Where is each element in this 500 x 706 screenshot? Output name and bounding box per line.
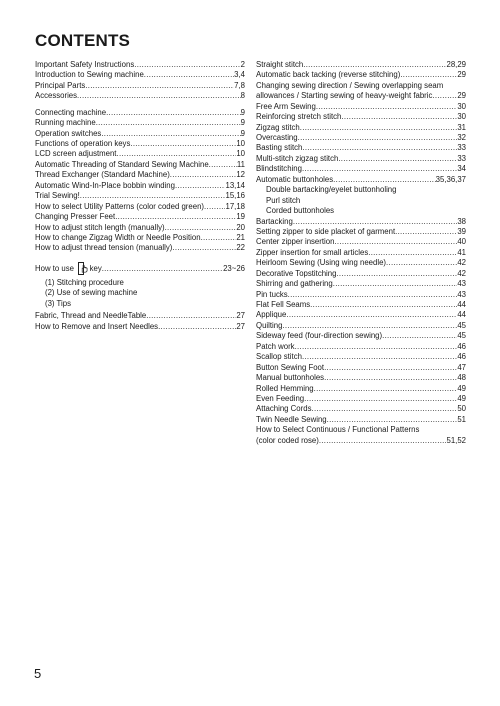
toc-entry[interactable]	[35, 139, 245, 149]
toc-entry-label: Free Arm Sewing	[256, 101, 316, 111]
toc-entry-label: How to change Zigzag Width or Needle Position	[35, 232, 201, 242]
leader-dots	[201, 233, 237, 243]
toc-entry-label: Quilting	[256, 320, 283, 330]
toc-entry[interactable]	[256, 123, 466, 133]
toc-entry-page: 51,52	[446, 435, 466, 445]
leader-dots	[316, 102, 458, 112]
toc-entry-page: 40	[457, 237, 466, 247]
toc-entry[interactable]	[256, 248, 466, 258]
leader-dots	[333, 175, 435, 185]
toc-entry-page: 2	[240, 59, 245, 69]
toc-entry[interactable]	[35, 60, 245, 70]
toc-entry[interactable]	[35, 202, 245, 212]
toc-entry-label: Decorative Topstitching	[256, 268, 337, 278]
leader-dots	[303, 60, 446, 70]
toc-entry-page: 13,14	[225, 180, 245, 190]
toc-entry-label: Shirring and gathering	[256, 279, 333, 289]
toc-entry-label: Reinforcing stretch stitch	[256, 112, 342, 122]
toc-entry-label: Setting zipper to side placket of garment	[256, 226, 396, 236]
leader-dots	[338, 154, 457, 164]
leader-dots	[386, 258, 457, 268]
toc-entry[interactable]	[256, 436, 466, 446]
toc-entry-page: 11	[236, 159, 245, 169]
toc-entry[interactable]	[35, 108, 245, 118]
toc-entry-page: 20	[236, 222, 245, 232]
leader-dots	[319, 436, 447, 446]
toc-entry[interactable]	[256, 279, 466, 289]
toc-entry-page: 33	[457, 153, 466, 163]
toc-subentry: (1) Stitching procedure	[45, 277, 124, 287]
toc-subentry: Double bartacking/eyelet buttonholing	[266, 185, 397, 195]
toc-entry-key-usage[interactable]	[35, 260, 245, 278]
leader-dots	[134, 60, 240, 70]
toc-entry[interactable]	[256, 373, 466, 383]
toc-entry[interactable]	[256, 311, 466, 321]
toc-entry-page: 42	[457, 268, 466, 278]
toc-subentry: (3) Tips	[45, 298, 71, 308]
leader-dots	[172, 243, 236, 253]
leader-dots	[304, 394, 457, 404]
toc-entry-label: Even Feeding	[256, 393, 305, 403]
toc-entry-page: 21	[236, 232, 245, 242]
toc-entry[interactable]	[256, 321, 466, 331]
toc-entry-label: allowances / Starting sewing of heavy-weight fabric	[256, 91, 433, 101]
leader-dots	[311, 404, 457, 414]
toc-entry[interactable]	[35, 191, 245, 201]
toc-entry-label: Manual buttonholes	[256, 373, 325, 383]
toc-entry[interactable]	[35, 70, 245, 80]
toc-entry-label: Applique	[256, 310, 287, 320]
toc-entry-page: 43	[457, 279, 466, 289]
toc-entry[interactable]	[35, 233, 245, 243]
toc-entry-page: 10	[236, 139, 245, 149]
toc-entry-label: Principal Parts	[35, 80, 86, 90]
leader-dots	[146, 311, 236, 321]
toc-group	[35, 108, 245, 254]
toc-entry-label: Trial Sewing!	[35, 191, 80, 201]
toc-entry[interactable]	[256, 290, 466, 300]
toc-entry-label: Functions of operation keys	[35, 139, 131, 149]
leader-dots	[310, 300, 457, 310]
toc-entry[interactable]	[256, 237, 466, 247]
leader-dots	[302, 143, 457, 153]
toc-entry-page: 49	[457, 383, 466, 393]
toc-entry-page: 22	[236, 243, 245, 253]
leader-dots	[209, 160, 237, 170]
leader-dots	[288, 290, 458, 300]
toc-entry[interactable]	[256, 60, 466, 70]
toc-entry-page: 32	[457, 133, 466, 143]
toc-entry[interactable]	[256, 342, 466, 352]
leader-dots	[80, 191, 226, 201]
toc-subentry: (2) Use of sewing machine	[45, 288, 138, 298]
toc-entry-label: Pin tucks	[256, 289, 288, 299]
leader-dots	[115, 212, 236, 222]
toc-entry[interactable]	[256, 269, 466, 279]
toc-entry[interactable]	[35, 243, 245, 253]
toc-entry-page: 44	[457, 310, 466, 320]
toc-entry-page: 12	[236, 170, 245, 180]
toc-entry-page: 34	[457, 164, 466, 174]
toc-entry-label: Basting stitch	[256, 143, 303, 153]
toc-entry-label: How to Remove and Insert Needles	[35, 321, 159, 331]
toc-entry-label: Automatic Threading of Standard Sewing Machine	[35, 159, 209, 169]
leader-dots	[96, 118, 241, 128]
toc-entry[interactable]	[35, 91, 245, 101]
leader-dots	[204, 202, 225, 212]
toc-entry-page: 27	[236, 311, 245, 321]
leader-dots	[158, 322, 236, 332]
toc-entry-label: Fabric, Thread and NeedleTable	[35, 311, 147, 321]
toc-entry-page: 29	[457, 91, 466, 101]
toc-group	[256, 102, 466, 186]
leader-dots	[170, 170, 237, 180]
toc-entry-page: 49	[457, 393, 466, 403]
toc-entry[interactable]	[256, 363, 466, 373]
toc-entry[interactable]	[256, 112, 466, 122]
toc-entry-page: 9	[240, 107, 245, 117]
toc-entry-label: Twin Needle Sewing	[256, 414, 327, 424]
leader-dots	[286, 310, 457, 320]
contents-left-column	[35, 60, 245, 332]
toc-entry-page: 50	[457, 404, 466, 414]
leader-dots	[116, 149, 236, 159]
leader-dots	[165, 223, 237, 233]
toc-entry-page: 7,8	[234, 80, 245, 90]
page-number: 5	[34, 666, 42, 681]
toc-entry-label: Thread Exchanger (Standard Machine)	[35, 170, 170, 180]
contents-right-column	[256, 60, 466, 446]
toc-entry-page: 23~26	[223, 263, 245, 273]
leader-dots	[302, 352, 457, 362]
leader-dots	[102, 264, 223, 274]
toc-entry[interactable]	[35, 81, 245, 91]
toc-entry-page: 33	[457, 143, 466, 153]
toc-entry-label: Sideway feed (four-direction sewing)	[256, 331, 383, 341]
toc-entry-label: Heirloom Sewing (Using wing needle)	[256, 258, 387, 268]
toc-group	[35, 60, 245, 102]
toc-entry-page: 27	[236, 321, 245, 331]
toc-entry-label: Multi-stitch zigzag stitch	[256, 153, 339, 163]
toc-entry[interactable]	[35, 223, 245, 233]
toc-entry-label: Automatic back tacking (reverse stitching)	[256, 70, 401, 80]
leader-dots	[333, 279, 458, 289]
toc-entry-label: LCD screen adjustment	[35, 149, 117, 159]
leader-dots	[400, 70, 457, 80]
toc-entry-label: Automatic Wind-In-Place bobbin winding	[35, 180, 175, 190]
toc-entry[interactable]	[256, 70, 466, 80]
leader-dots	[293, 217, 457, 227]
toc-entry[interactable]	[35, 118, 245, 128]
leader-dots	[101, 129, 240, 139]
toc-entry-page: 19	[236, 212, 245, 222]
toc-entry[interactable]	[35, 129, 245, 139]
toc-entry[interactable]	[35, 212, 245, 222]
toc-entry-label: Center zipper insertion	[256, 237, 335, 247]
toc-group	[35, 311, 245, 332]
toc-entry-label: Zigzag stitch	[256, 122, 300, 132]
toc-entry-label: Rolled Hemming	[256, 383, 314, 393]
toc-entry-label: Important Safety Instructions	[35, 59, 135, 69]
toc-entry[interactable]	[256, 258, 466, 268]
leader-dots	[324, 363, 457, 373]
leader-dots	[327, 415, 458, 425]
toc-subentry: Purl stitch	[266, 195, 301, 205]
toc-entry-page: 51	[457, 414, 466, 424]
toc-entry[interactable]	[256, 154, 466, 164]
leader-dots	[106, 108, 241, 118]
toc-entry-page: 30	[457, 112, 466, 122]
toc-entry-page: 31	[457, 122, 466, 132]
toc-entry-label: Changing sewing direction / Sewing overlapping seam	[256, 80, 444, 90]
toc-entry-page: 46	[457, 352, 466, 362]
toc-entry-label: Connecting machine	[35, 107, 107, 117]
toc-entry-label: Straight stitch	[256, 59, 304, 69]
toc-entry-label: Button Sewing Foot	[256, 362, 325, 372]
toc-entry-page: 48	[457, 373, 466, 383]
toc-entry-label: (color coded rose)	[256, 435, 319, 445]
toc-entry-page: 17,18	[225, 201, 245, 211]
toc-entry-label: Changing Presser Feet	[35, 212, 116, 222]
leader-dots	[432, 91, 457, 101]
toc-entry-page: 41	[457, 247, 466, 257]
toc-entry[interactable]	[256, 331, 466, 341]
toc-entry-label: key	[89, 263, 102, 273]
toc-entry[interactable]	[256, 102, 466, 112]
toc-entry-page: 29	[457, 70, 466, 80]
toc-entry-label: Zipper insertion for small articles	[256, 247, 369, 257]
toc-entry[interactable]	[256, 352, 466, 362]
toc-entry-label: How to use	[35, 263, 75, 273]
toc-entry-label: Patch work	[256, 341, 295, 351]
toc-entry-page: 35,36,37	[435, 174, 466, 184]
toc-entry[interactable]	[256, 394, 466, 404]
toc-entry-label: Scallop stitch	[256, 352, 302, 362]
leader-dots	[300, 123, 458, 133]
toc-entry[interactable]	[256, 384, 466, 394]
toc-group	[256, 217, 466, 426]
hand-key-icon	[78, 262, 84, 275]
toc-entry-label: Bartacking	[256, 216, 293, 226]
toc-entry[interactable]	[256, 227, 466, 237]
leader-dots	[334, 237, 457, 247]
leader-dots	[382, 331, 457, 341]
toc-entry[interactable]	[256, 217, 466, 227]
toc-entry-label: How to Select Continuous / Functional Patterns	[256, 425, 420, 435]
toc-entry-label: Flat Fell Seams	[256, 300, 311, 310]
toc-entry-page: 9	[240, 128, 245, 138]
page-title: CONTENTS	[35, 31, 131, 50]
toc-entry-label: Running machine	[35, 118, 96, 128]
toc-entry-page: 45	[457, 320, 466, 330]
toc-entry-page: 15,16	[225, 191, 245, 201]
toc-entry-label: Attaching Cords	[256, 404, 312, 414]
leader-dots	[77, 91, 241, 101]
toc-entry-label: Operation switches	[35, 128, 102, 138]
leader-dots	[175, 181, 226, 191]
toc-entry[interactable]	[35, 322, 245, 332]
toc-entry[interactable]	[256, 164, 466, 174]
leader-dots	[324, 373, 457, 383]
toc-sublist	[256, 185, 466, 216]
toc-entry-label: Accessories	[35, 91, 78, 101]
toc-entry-page: 3,4	[234, 70, 245, 80]
toc-entry[interactable]	[35, 181, 245, 191]
toc-entry-page: 28,29	[446, 59, 466, 69]
toc-entry-label: How to select Utility Patterns (color coded green)	[35, 201, 205, 211]
toc-entry-page: 8	[240, 91, 245, 101]
leader-dots	[314, 384, 458, 394]
toc-entry[interactable]	[256, 144, 466, 154]
toc-group	[256, 60, 466, 81]
leader-dots	[85, 81, 234, 91]
toc-entry-page: 30	[457, 101, 466, 111]
toc-entry-page: 47	[457, 362, 466, 372]
toc-entry-page: 10	[236, 149, 245, 159]
leader-dots	[336, 269, 457, 279]
toc-entry[interactable]	[35, 170, 245, 180]
leader-dots	[144, 70, 234, 80]
toc-entry-label: Automatic buttonholes	[256, 174, 334, 184]
toc-entry[interactable]	[256, 415, 466, 425]
toc-entry[interactable]	[35, 160, 245, 170]
toc-sublist	[35, 278, 245, 309]
toc-entry-label: Overcasting	[256, 133, 298, 143]
leader-dots	[298, 133, 458, 143]
toc-entry-page: 9	[240, 118, 245, 128]
leader-dots	[302, 164, 457, 174]
toc-entry-page: 44	[457, 300, 466, 310]
toc-entry[interactable]	[256, 133, 466, 143]
toc-entry-label: Introduction to Sewing machine	[35, 70, 144, 80]
toc-entry[interactable]	[256, 91, 466, 101]
toc-entry-page: 46	[457, 341, 466, 351]
leader-dots	[282, 321, 457, 331]
leader-dots	[341, 112, 457, 122]
toc-entry-page: 45	[457, 331, 466, 341]
toc-entry-label: How to adjust stitch length (manually)	[35, 222, 165, 232]
toc-entry-label: How to adjust thread tension (manually)	[35, 243, 173, 253]
toc-entry-label: Blindstitching	[256, 164, 302, 174]
toc-entry-page: 43	[457, 289, 466, 299]
toc-entry[interactable]	[256, 300, 466, 310]
leader-dots	[295, 342, 458, 352]
toc-entry[interactable]	[256, 175, 466, 185]
leader-dots	[395, 227, 457, 237]
leader-dots	[130, 139, 236, 149]
toc-entry[interactable]	[35, 311, 245, 321]
toc-entry-page: 39	[457, 226, 466, 236]
leader-dots	[368, 248, 457, 258]
toc-entry[interactable]	[35, 150, 245, 160]
toc-entry[interactable]	[256, 404, 466, 414]
toc-subentry: Corded buttonholes	[266, 206, 335, 216]
toc-entry-page: 42	[457, 258, 466, 268]
toc-entry-page: 38	[457, 216, 466, 226]
